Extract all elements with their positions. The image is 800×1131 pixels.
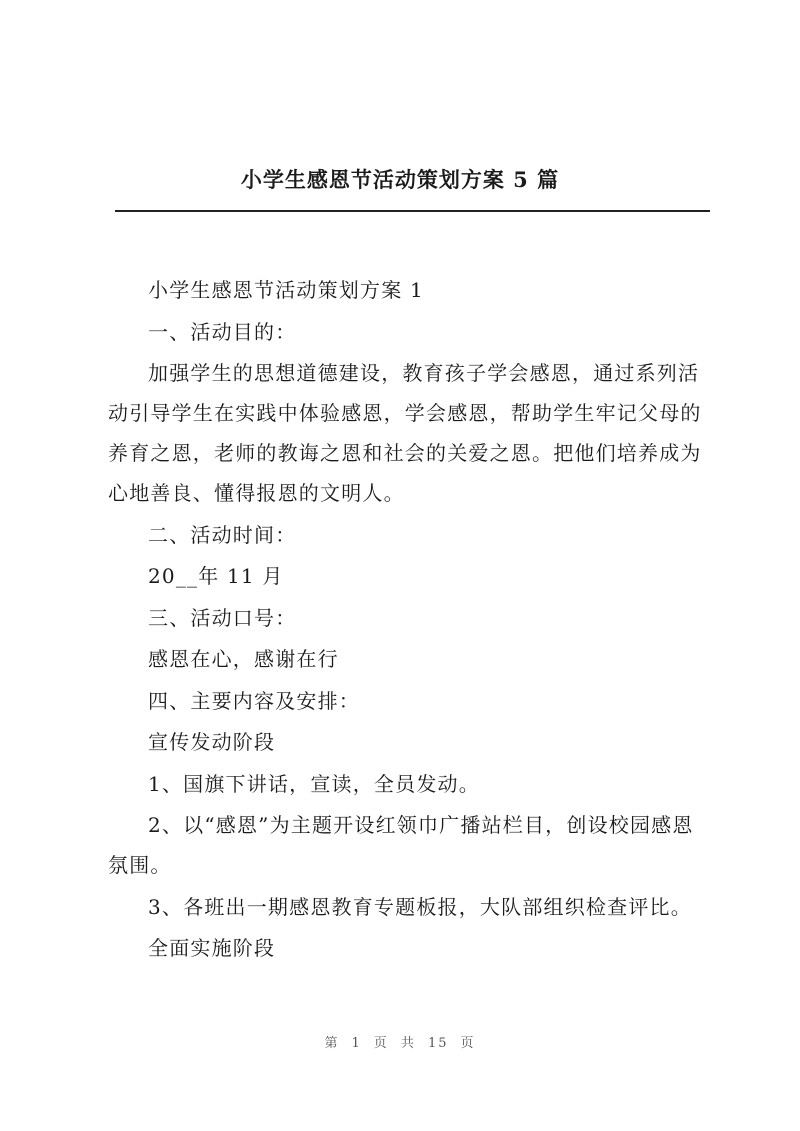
footer-mid: 页 共 <box>373 1036 416 1051</box>
paragraph: 3、各班出一期感恩教育专题板报，大队部组织检查评比。 <box>148 894 692 919</box>
footer-suffix: 页 <box>460 1036 476 1051</box>
paragraph: 宣传发动阶段 <box>148 730 276 754</box>
paragraph: 三、活动口号： <box>148 605 297 630</box>
paragraph: 20__年 11 月 <box>148 564 284 588</box>
paragraph: 一、活动目的： <box>148 319 297 344</box>
document-title: 小学生感恩节活动策划方案 5 篇 <box>240 167 560 192</box>
paragraph: 1、国旗下讲话，宣读，全员发动。 <box>148 771 480 796</box>
paragraph: 四、主要内容及安排： <box>148 688 360 713</box>
total-pages-number: 15 <box>427 1036 449 1051</box>
document-body <box>108 270 712 970</box>
page-footer <box>0 1032 800 1051</box>
paragraph: 感恩在心，感谢在行 <box>148 647 339 671</box>
paragraph: 加强学生的思想道德建设，教育孩子学会感恩，通过系列活动引导学生在实践中体验感恩，学会感恩，帮助学生牢记父母的养育之恩，老师的教诲之恩和社会的关爱之恩。把他们培养成为心地善良、懂得报恩的文明人。 <box>108 361 702 505</box>
paragraph: 2、以“感恩”为主题开设红领巾广播站栏目，创设校园感恩氛围。 <box>108 813 694 877</box>
title-divider <box>115 210 710 212</box>
paragraph: 二、活动时间： <box>148 522 297 547</box>
footer-prefix: 第 <box>324 1036 340 1051</box>
section-heading: 小学生感恩节活动策划方案 1 <box>148 278 424 302</box>
paragraph: 全面实施阶段 <box>148 936 276 960</box>
current-page-number: 1 <box>351 1036 362 1051</box>
